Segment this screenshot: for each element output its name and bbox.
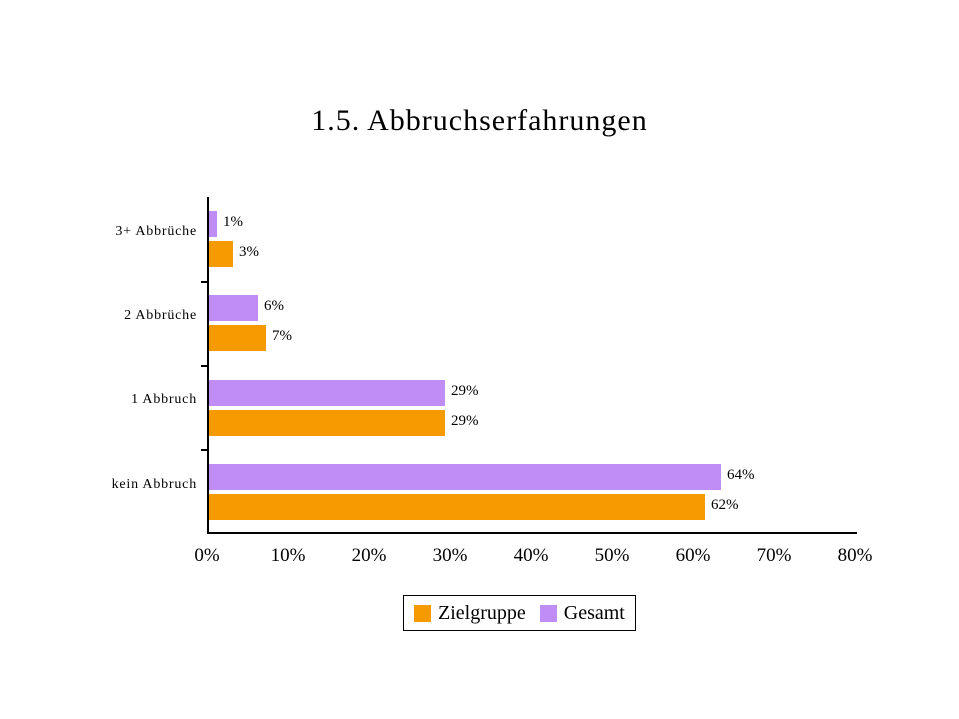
bar-gesamt — [209, 295, 258, 321]
x-tick-label: 0% — [194, 545, 220, 566]
bar-value-label: 3% — [239, 244, 259, 260]
legend-item-gesamt — [540, 602, 625, 625]
bar-zielgruppe — [209, 494, 705, 520]
legend-label: Gesamt — [563, 601, 625, 624]
x-tick-label: 30% — [432, 545, 468, 566]
bar-value-label: 6% — [264, 298, 284, 315]
x-tick-label: 50% — [594, 545, 630, 566]
y-axis-tick — [201, 365, 207, 367]
x-tick-label: 70% — [756, 545, 792, 566]
y-axis-tick — [201, 281, 207, 283]
x-tick-label: 40% — [513, 545, 549, 566]
bar-value-label: 7% — [272, 328, 292, 345]
category-label: 3+ Abbrüche — [115, 224, 197, 239]
plot-area — [111, 197, 873, 566]
bar-gesamt — [209, 380, 445, 406]
bar-value-label: 64% — [727, 466, 755, 483]
bar-zielgruppe — [209, 325, 266, 351]
legend-swatch-icon — [414, 605, 431, 622]
category-label: 2 Abbrüche — [124, 308, 197, 323]
bar-gesamt — [209, 211, 217, 237]
y-axis-tick — [201, 449, 207, 451]
chart-legend — [403, 595, 636, 631]
x-axis-line — [207, 532, 857, 534]
bar-zielgruppe — [209, 241, 233, 267]
x-tick-label: 60% — [675, 545, 711, 566]
legend-label: Zielgruppe — [438, 601, 526, 624]
x-tick-label: 10% — [270, 545, 306, 566]
category-label: kein Abbruch — [111, 477, 197, 492]
chart-title: 1.5. Abbruchserfahrungen — [311, 104, 648, 137]
bar-zielgruppe — [209, 410, 445, 436]
x-tick-label: 20% — [351, 545, 387, 566]
legend-swatch-icon — [540, 605, 557, 622]
bar-value-label: 29% — [451, 382, 479, 399]
bar-value-label: 62% — [711, 496, 739, 513]
bar-value-label: 29% — [451, 412, 479, 429]
category-label: 1 Abbruch — [131, 392, 197, 407]
bar-gesamt — [209, 464, 721, 490]
bar-value-label: 1% — [223, 214, 243, 230]
x-tick-label: 80% — [837, 545, 873, 566]
legend-item-zielgruppe — [414, 602, 526, 625]
